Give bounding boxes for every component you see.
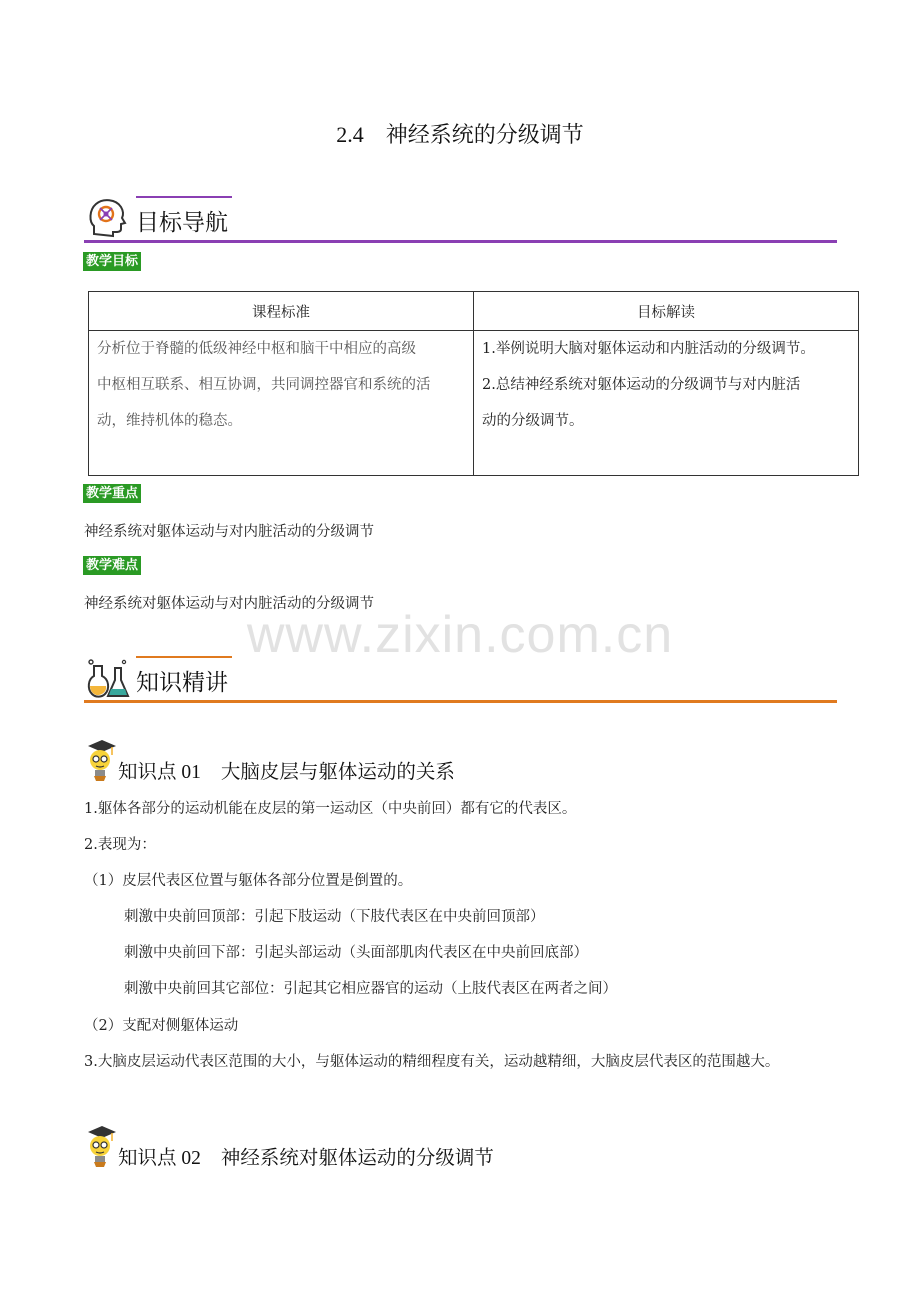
- standards-table: [88, 291, 859, 476]
- table-row: [89, 331, 859, 476]
- kp1-line-7: （2）支配对侧躯体运动: [84, 1018, 239, 1034]
- tag-objectives: 教学目标: [83, 252, 141, 271]
- cell-line: 动，维持机体的稳态。: [97, 413, 242, 429]
- section-header-goals: [84, 196, 837, 244]
- head-gear-icon: [86, 196, 130, 240]
- section-label: 知识精讲: [136, 670, 228, 696]
- kp-title: 大脑皮层与躯体运动的关系: [220, 760, 455, 783]
- kp1-line-2: 2.表现为：: [84, 837, 156, 853]
- tag-key-points: 教学重点: [83, 484, 141, 503]
- section-header-knowledge: [84, 656, 837, 704]
- title-number: 2.4: [336, 122, 364, 147]
- kp1-line-4: 刺激中央前回顶部：引起下肢运动（下肢代表区在中央前回顶部）: [124, 909, 545, 925]
- key-points-text: 神经系统对躯体运动与对内脏活动的分级调节: [84, 524, 374, 540]
- tag-difficult-points: 教学难点: [83, 556, 141, 575]
- title-text: 神经系统的分级调节: [385, 123, 584, 148]
- kp-number: 知识点 02: [118, 1148, 201, 1169]
- kp1-line-5: 刺激中央前回下部：引起头部运动（头面部肌肉代表区在中央前回底部）: [124, 945, 588, 961]
- kp1-line-1: 1.躯体各部分的运动机能在皮层的第一运动区（中央前回）都有它的代表区。: [84, 801, 577, 817]
- flask-icon: [86, 656, 130, 700]
- cell-line: 2.总结神经系统对躯体运动的分级调节与对内脏活: [482, 377, 801, 393]
- difficult-points-text: 神经系统对躯体运动与对内脏活动的分级调节: [84, 596, 374, 612]
- cell-line: 1.举例说明大脑对躯体运动和内脏活动的分级调节。: [482, 341, 815, 357]
- section-bottom-line: [84, 240, 837, 243]
- watermark: www.zixin.com.cn: [246, 606, 674, 664]
- section-top-line: [136, 656, 232, 658]
- table-cell-interpretation: [474, 331, 859, 476]
- kp1-line-6: 刺激中央前回其它部位：引起其它相应器官的运动（上肢代表区在两者之间）: [124, 981, 617, 997]
- kp-number: 知识点 01: [118, 762, 201, 783]
- kp1-line-8: 3.大脑皮层运动代表区范围的大小，与躯体运动的精细程度有关，运动越精细，大脑皮层代表区的范围越大。: [84, 1054, 780, 1070]
- cell-line: 中枢相互联系、相互协调，共同调控器官和系统的活: [97, 377, 431, 393]
- cell-line: 动的分级调节。: [482, 413, 584, 429]
- knowledge-point-title: [118, 1142, 494, 1170]
- graduate-bulb-icon: [84, 1124, 118, 1168]
- table-header-standard: 课程标准: [89, 292, 474, 331]
- table-header-interpretation: 目标解读: [474, 292, 859, 331]
- page-title: [0, 118, 920, 149]
- section-label: 目标导航: [136, 210, 228, 236]
- section-bottom-line: [84, 700, 837, 703]
- graduate-bulb-icon: [84, 738, 118, 782]
- kp1-line-3: （1）皮层代表区位置与躯体各部分位置是倒置的。: [84, 873, 413, 889]
- cell-line: 分析位于脊髓的低级神经中枢和脑干中相应的高级: [97, 341, 416, 357]
- kp-title: 神经系统对躯体运动的分级调节: [220, 1146, 494, 1169]
- table-cell-standard: [89, 331, 474, 476]
- table-header-row: [89, 292, 859, 331]
- section-top-line: [136, 196, 232, 198]
- knowledge-point-title: [118, 756, 455, 784]
